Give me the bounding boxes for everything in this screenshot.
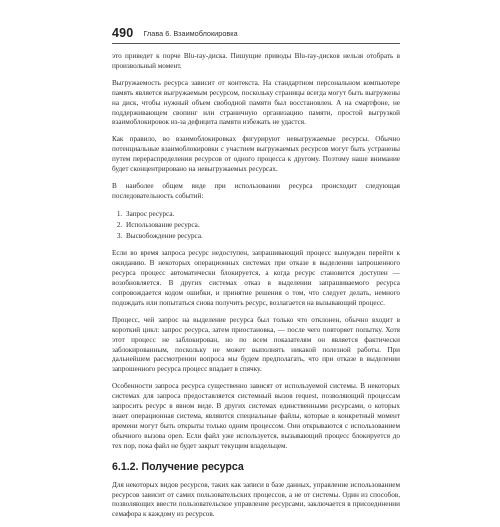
list-item-release: 3. Высвобождение ресурса. <box>124 231 400 242</box>
event-list <box>112 209 400 243</box>
paragraph-1: это приведет к порче Blu-ray-диска. Пишущие приводы Blu-ray-дисков нельзя отобрать в произвольный момент. <box>112 52 400 70</box>
paragraph-7: Особенности запроса ресурса существенно зависят от используемой системы. В некоторых системах для запроса предоставляется системный вызов request, позволяющий процессам запросить ресурс в явном виде. В других системах единственными ресурсами, о которых знает операционная система, являются специальные файлы, которые в конкретный момент времени могут быть открыты только одним процессом. Они открываются с использованием обычного вызова open. Если файл уже используется, вызывающий процесс блокируется до тех пор, пока файл не будет закрыт текущим владельцем. <box>112 382 400 450</box>
paragraph-4: В наиболее общем виде при использовании ресурса происходит следующая последовательность событий: <box>112 181 400 200</box>
paragraph-6: Процесс, чей запрос на выделение ресурса был только что отклонен, обычно входит в короткий цикл: запрос ресурса, затем приостановка, — после чего повторяет попытку. Хотя этот процесс не заблокирован, но по всем показателям он является фактически заблокированным, поскольку не может выполнять никакой полезной работы. При дальнейшем рассмотрении вопроса мы будем предполагать, что при отказе в выделении запрошенного ресурса процесс впадает в спячку. <box>112 315 400 374</box>
paragraph-5: Если во время запроса ресурс недоступен, запрашивающий процесс вынужден перейти к ожиданию. В некоторых операционных системах при отказе в выделении запрошенного ресурса процесс автоматически блокируется, а когда ресурс становится доступен — возобновляется. В других системах отказ в выделении запрашиваемого ресурса сопровождается кодом ошибки, и принятие решения о том, что следует делать, немного подождать или попытаться снова получить ресурс, возлагается на вызывающий процесс. <box>112 249 400 307</box>
paragraph-2: Выгружаемость ресурса зависит от контекста. На стандартном персональном компьютере память является выгружаемым ресурсом, поскольку страницы всегда могут быть выгружены на диск, чтобы нужный объем свободной памяти был восстановлен. А на смартфоне, не поддерживающем свопинг или страничную организацию памяти, простой выгрузкой взаимоблокировок из-за дефицита памяти избежать не удастся. <box>112 78 400 127</box>
chapter-title: Глава 6. Взаимоблокировка <box>143 28 238 38</box>
list-item-request: 1. Запрос ресурса. <box>124 209 400 220</box>
section-heading: 6.1.2. Получение ресурса <box>112 460 244 473</box>
page-number: 490 <box>112 26 134 40</box>
list-item-use: 2. Использование ресурса. <box>124 220 400 231</box>
paragraph-3: Как правило, во взаимоблокировках фигурируют невыгружаемые ресурсы. Обычно потенциальные взаимоблокировки с участием выгружаемых ресурсов могут быть устранены путем перераспределения ресурсов от одного процесса к другому. Поэтому наше внимание будет сконцентрировано на невыгружаемых ресурсах. <box>112 135 400 174</box>
running-header <box>112 26 400 44</box>
page-body <box>112 52 400 527</box>
paragraph-8: Для некоторых видов ресурсов, таких как записи в базе данных, управление использованием ресурсов зависит от самих пользовательских процессов, а не от системы. Один из способов, позволяющих ввести пользовательское управление ресурсами, заключается в присоединении семафора к каждому из ресурсов. <box>112 480 400 519</box>
